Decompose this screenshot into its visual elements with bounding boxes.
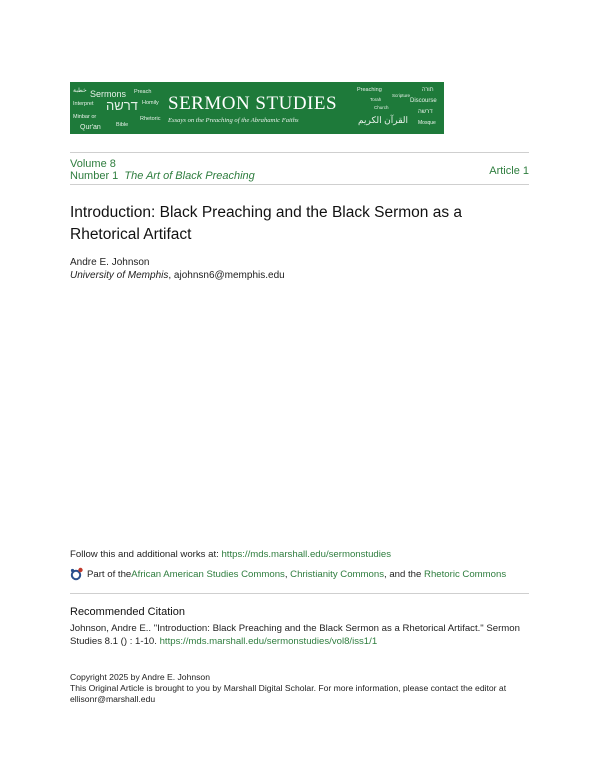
banner-word: Preach xyxy=(134,89,152,95)
article-title: Introduction: Black Preaching and the Black Sermon as a Rhetorical Artifact xyxy=(70,204,463,243)
banner-word: القرآن الكريم xyxy=(358,115,409,125)
banner-word: Scripture xyxy=(392,93,411,98)
banner-title: SERMON STUDIES xyxy=(168,93,338,114)
volume-link[interactable]: Volume 8 xyxy=(70,158,116,170)
banner-word: Discourse xyxy=(410,98,437,104)
part-of-separator: , and the xyxy=(384,568,425,580)
number-link[interactable]: Number 1 xyxy=(70,170,119,182)
journal-banner xyxy=(70,82,444,134)
citation-text-block xyxy=(70,622,530,648)
author-email: , ajohnsn6@memphis.edu xyxy=(168,270,285,281)
citation-divider xyxy=(70,593,529,594)
banner-word: Minbar or xyxy=(73,114,97,120)
banner-word: خطبة xyxy=(73,88,87,94)
part-of-prefix: Part of the xyxy=(87,568,132,580)
issue-title-link[interactable]: The Art of Black Preaching xyxy=(124,170,255,182)
banner-word: Sermons xyxy=(90,89,127,99)
banner-subtitle: Essays on the Preaching of the Abrahamic Faiths xyxy=(168,117,299,124)
follow-text: Follow this and additional works at: xyxy=(70,549,222,560)
follow-url-link[interactable]: https://mds.marshall.edu/sermonstudies xyxy=(221,549,392,560)
article-number-link[interactable]: Article 1 xyxy=(489,165,529,177)
commons-network-icon xyxy=(70,567,84,581)
banner-word: Homily xyxy=(142,100,159,106)
christianity-commons-link[interactable]: Christianity Commons xyxy=(290,568,385,580)
author-block xyxy=(70,256,285,282)
banner-word: Preaching xyxy=(357,87,382,93)
banner-word: Bible xyxy=(116,122,129,128)
citation-url-link[interactable]: https://mds.marshall.edu/sermonstudies/vol8/iss1/1 xyxy=(159,636,378,647)
top-divider xyxy=(70,152,529,153)
banner-word: דרשה xyxy=(418,109,433,115)
banner-word: דרשה xyxy=(106,98,138,113)
citation-heading: Recommended Citation xyxy=(70,606,185,618)
volume-info xyxy=(70,158,255,182)
distribution-notice: This Original Article is brought to you by Marshall Digital Scholar. For more information, please contact the editor at ellisonr@marshall.edu xyxy=(70,683,507,704)
part-of-separator: , xyxy=(284,568,291,580)
volume-divider xyxy=(70,184,529,185)
citation-text: Johnson, Andre E.. "Introduction: Black Preaching and the Black Sermon as a Rhetorical Artifact." Sermon Studies 8.1 () : 1-10. xyxy=(70,623,520,647)
author-name: Andre E. Johnson xyxy=(70,257,150,268)
banner-word: Qur'an xyxy=(80,124,101,131)
banner-word: Church xyxy=(374,105,389,110)
rhetoric-commons-link[interactable]: Rhetoric Commons xyxy=(424,568,507,580)
author-affiliation: University of Memphis xyxy=(70,270,169,281)
banner-word: Rhetoric xyxy=(140,116,161,122)
banner-word: Torah xyxy=(370,97,382,102)
banner-word: Mosque xyxy=(418,120,436,126)
part-of-line xyxy=(70,567,506,581)
follow-line xyxy=(70,549,391,560)
banner-word: תורה xyxy=(422,87,434,93)
african-american-studies-link[interactable]: African American Studies Commons xyxy=(131,568,285,580)
banner-word: Interpret xyxy=(73,101,94,107)
copyright-block xyxy=(70,672,530,705)
copyright-line: Copyright 2025 by Andre E. Johnson xyxy=(70,672,210,682)
